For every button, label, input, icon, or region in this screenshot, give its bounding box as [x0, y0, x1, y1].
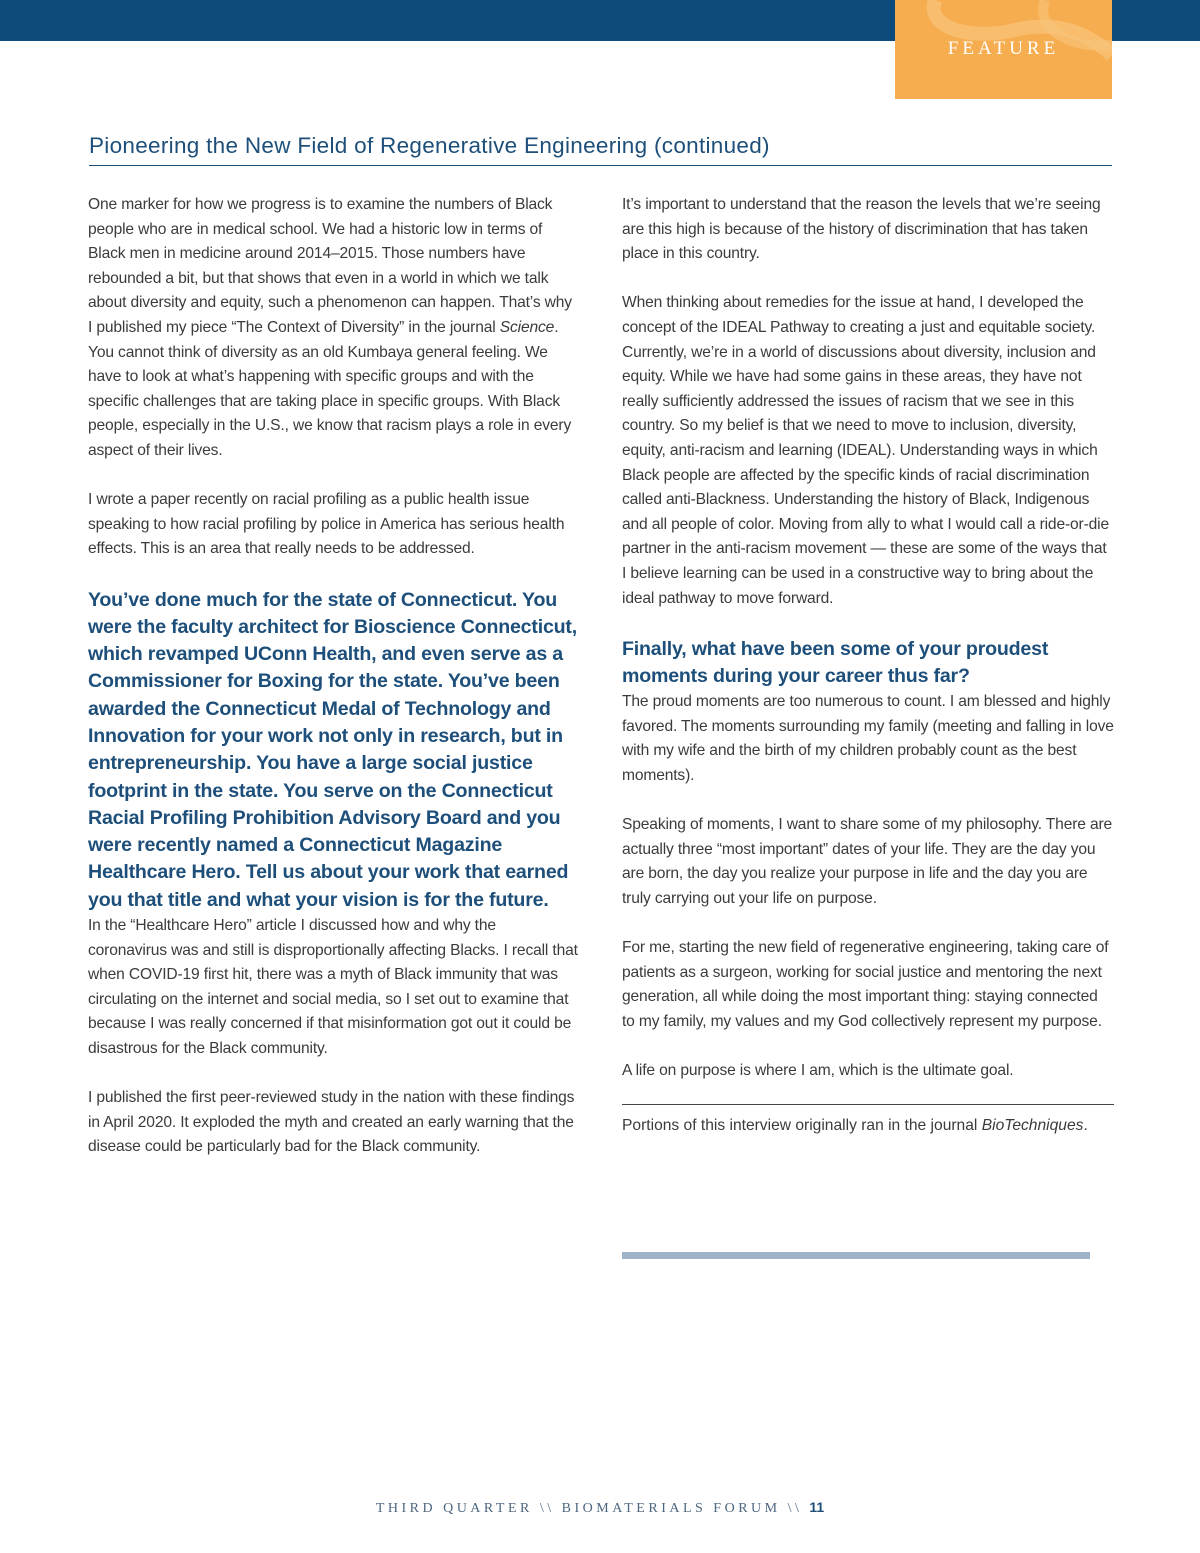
page-footer — [0, 1499, 1200, 1517]
footnote-divider — [622, 1104, 1114, 1139]
paragraph: I published the first peer-reviewed study in the nation with these findings in April 2020. It exploded the myth and created an early warning that the disease could be particularly bad for the Black community. — [88, 1089, 575, 1156]
paragraph: A life on purpose is where I am, which is the ultimate goal. — [622, 1062, 1014, 1080]
interview-question: Finally, what have been some of your proudest moments during your career thus far? — [622, 637, 1049, 687]
paragraph: It’s important to understand that the reason the levels that we’re seeing are this high is because of the history of discrimination that has taken place in this country. — [622, 196, 1101, 263]
footer-text: THIRD QUARTER \\ BIOMATERIALS FORUM \\ — [375, 1501, 810, 1516]
paragraph: For me, starting the new field of regenerative engineering, taking care of patients as a surgeon, working for social justice and mentoring the next generation, all while doing the most important thing: staying connected to my family, my values and my God collectively represent my purpose. — [622, 939, 1109, 1030]
section-label: FEATURE — [947, 38, 1060, 59]
paragraph: In the “Healthcare Hero” article I discussed how and why the coronavirus was and still is disproportionally affecting Blacks. I recall that when COVID-19 first hit, there was a myth of Black immunity that was circulating on the internet and social media, so I set out to examine that because I was really concerned if that misinformation got out it could be disastrous for the Black community. — [88, 917, 578, 1058]
paragraph: When thinking about remedies for the issue at hand, I developed the concept of the IDEAL Pathway to creating a just and equitable society. Currently, we’re in a world of discussions about diversity, inclusion and equity. While we have had some gains in these areas, they have not really sufficiently addressed the issues of racism that we see in this country. So my belief is that we need to move to inclusion, diversity, equity, anti-racism and learning (IDEAL). Understanding ways in which Black people are affected by the specific kinds of racial discrimination called anti-Blackness. Understanding the history of Black, Indigenous and all people of color. Moving from ally to what I would call a ride-or-die partner in the anti-racism movement — these are some of the ways that I believe learning can be used in a constructive way to bring about the ideal pathway to move forward. — [622, 294, 1109, 607]
paragraph: One marker for how we progress is to examine the numbers of Black people who are in medical school. We had a historic low in terms of Black men in medicine around 2014–2015. Those numbers have rebounded a bit, but that shows that even in a world in which we talk about diversity and equity, such a phenomenon can happen. That’s why I published my piece “The Context of Diversity” in the journal Science. You cannot think of diversity as an old Kumbaya general feeling. We have to look at what’s happening with specific groups and with the specific challenges that are taking place in specific groups. With Black people, especially in the U.S., we know that racism plays a role in every aspect of their lives. — [88, 196, 572, 459]
end-rule — [622, 1252, 1090, 1259]
paragraph: The proud moments are too numerous to count. I am blessed and highly favored. The moments surrounding my family (meeting and falling in love with my wife and the birth of my children probably count as the best moments). — [622, 693, 1114, 785]
right-column — [622, 193, 1114, 1139]
page-number: 11 — [809, 1499, 825, 1515]
page-title: Pioneering the New Field of Regenerative Engineering (continued) — [89, 133, 1112, 166]
interview-question: You’ve done much for the state of Connecticut. You were the faculty architect for Bioscience Connecticut, which revamped UConn Health, and even serve as a Commissioner for Boxing for the state. You’ve been awarded the Connecticut Medal of Technology and Innovation for your work not only in research, but in entrepreneurship. You have a large social justice footprint in the state. You serve on the Connecticut Racial Profiling Prohibition Advisory Board and you were recently named a Connecticut Magazine Healthcare Hero. Tell us about your work that earned you that title and what your vision is for the future. — [88, 588, 577, 911]
footnote: Portions of this interview originally ran in the journal BioTechniques. — [622, 1117, 1088, 1135]
paragraph: Speaking of moments, I want to share some of my philosophy. There are actually three “most important” dates of your life. They are the day you are born, the day you realize your purpose in life and the day you are truly carrying out your life on purpose. — [622, 816, 1113, 908]
left-column — [88, 193, 578, 1185]
feature-tab — [895, 0, 1112, 99]
paragraph: I wrote a paper recently on racial profiling as a public health issue speaking to how racial profiling by police in America has serious health effects. This is an area that really needs to be addressed. — [88, 491, 565, 558]
